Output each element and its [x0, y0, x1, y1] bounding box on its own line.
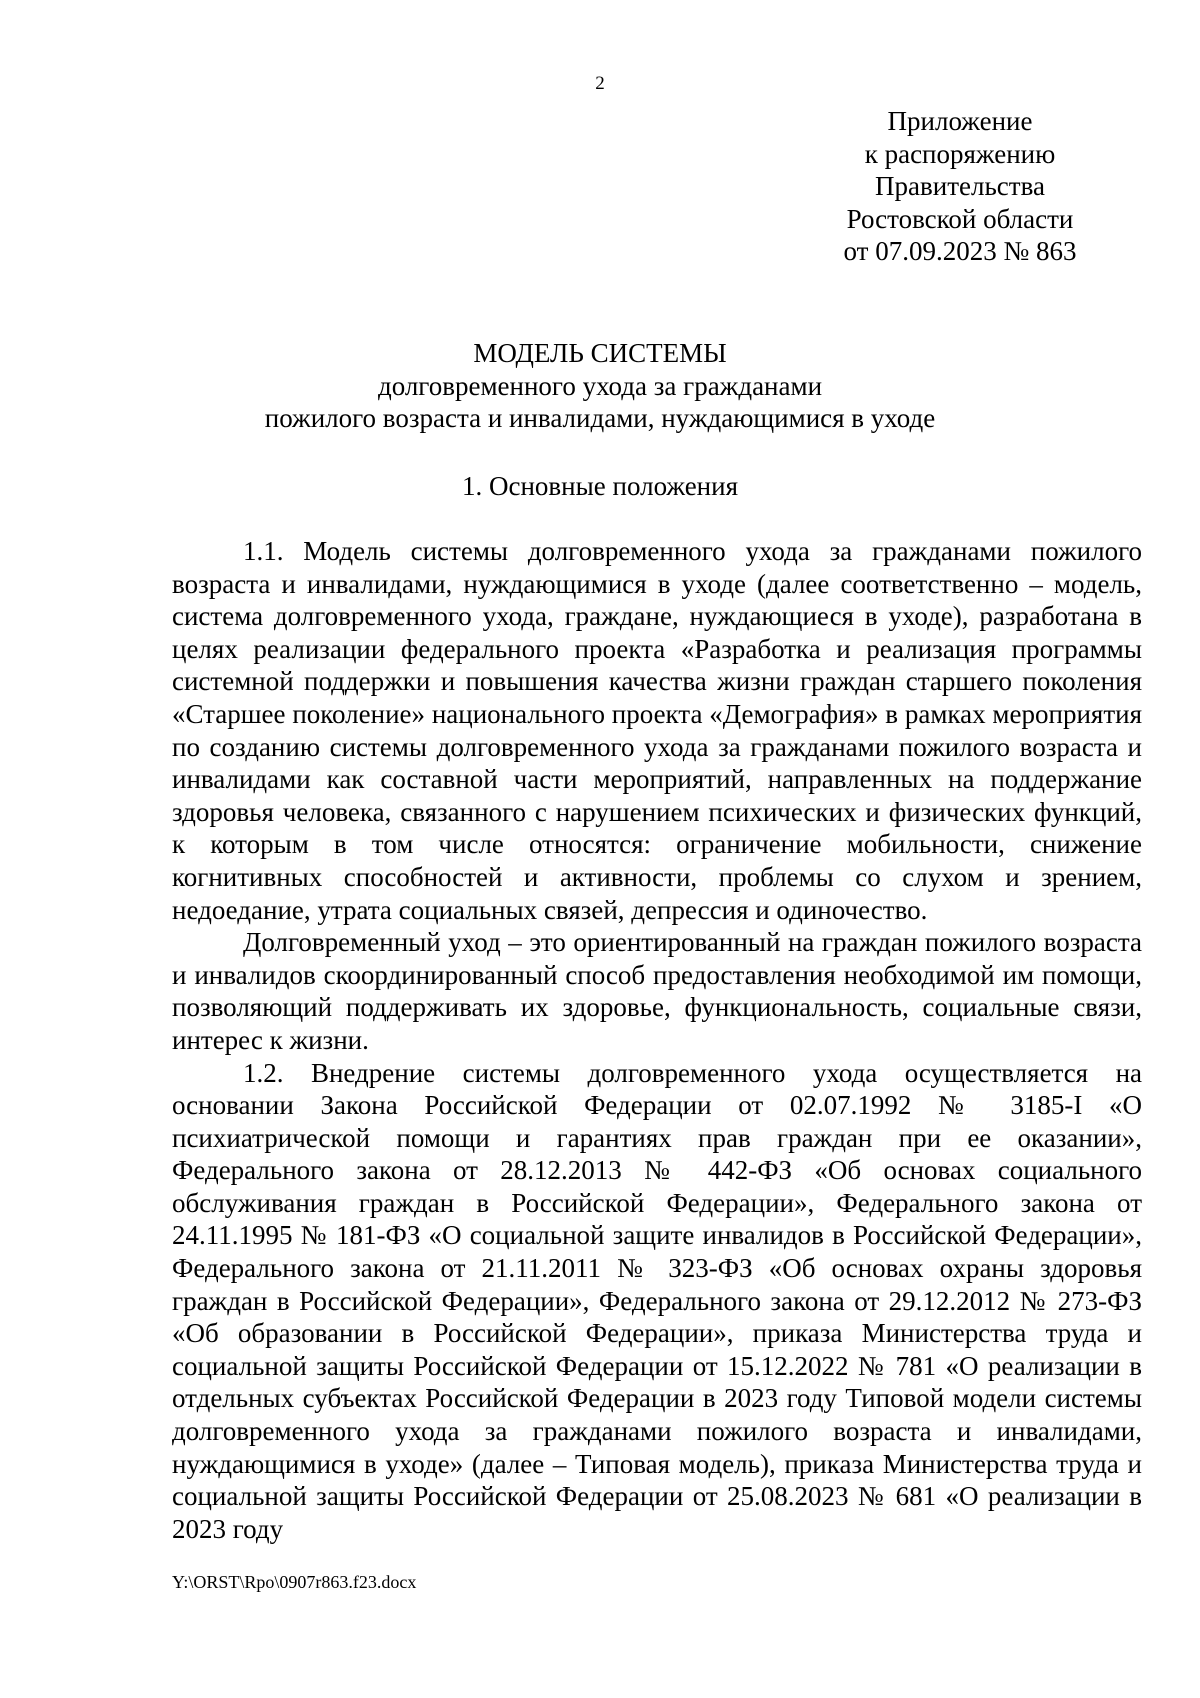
- appendix-line-3: Правительства: [875, 171, 1045, 201]
- paragraph-1-2: 1.2. Внедрение системы долговременного ухода осуществляется на основании Закона Российской Федерации от 02.07.1992 № 3185-I «О психиатрической помощи и гарантиях прав граждан при ее оказании», Федерального закона от 28.12.2013 № 442-ФЗ «Об основах социального обслуживания граждан в Российской Федерации», Федерального закона от 24.11.1995 № 181-ФЗ «О социальной защите инвалидов в Российской Федерации», Федерального закона от 21.11.2011 № 323-ФЗ «Об основах охраны здоровья граждан в Российской Федерации», Федерального закона от 29.12.2012 № 273-ФЗ «Об образовании в Российской Федерации», приказа Министерства труда и социальной защиты Российской Федерации от 15.12.2022 № 781 «О реализации в отдельных субъектах Российской Федерации в 2023 году Типовой модели системы долговременного ухода за гражданами пожилого возраста и инвалидами, нуждающимися в уходе» (далее – Типовая модель), приказа Министерства труда и социальной защиты Российской Федерации от 25.08.2023 № 681 «О реализации в 2023 году: [172, 1057, 1142, 1544]
- title-line-1: МОДЕЛЬ СИСТЕМЫ: [473, 338, 727, 368]
- paragraph-1-1: 1.1. Модель системы долговременного ухода за гражданами пожилого возраста и инвалидами, нуждающимися в уходе (далее соответственно – модель, система долговременного ухода, граждане, нуждающиеся в уходе), разработана в целях реализации федерального проекта «Разработка и реализация программы системной поддержки и повышения качества жизни граждан старшего поколения «Старшее поколение» национального проекта «Демография» в рамках мероприятия по созданию системы долговременного ухода за гражданами пожилого возраста и инвалидами как составной части мероприятий, направленных на поддержание здоровья человека, связанного с нарушением психических и физических функций, к которым в том числе относятся: ограничение мобильности, снижение когнитивных способностей и активности, проблемы со слухом и зрением, недоедание, утрата социальных связей, депрессия и одиночество.: [172, 536, 1142, 925]
- appendix-line-1: Приложение: [887, 106, 1033, 136]
- footer-file-path: Y:\ORST\Rpo\0907r863.f23.docx: [172, 1572, 417, 1592]
- document-body: [172, 535, 1142, 1545]
- section-heading: 1. Основные положения: [462, 471, 738, 501]
- appendix-line-5: от 07.09.2023 № 863: [843, 236, 1077, 266]
- page-number: 2: [595, 73, 605, 94]
- paragraph-long-term-care-definition: Долговременный уход – это ориентированный на граждан пожилого возраста и инвалидов скоординированный способ предоставления необходимой им помощи, позволяющий поддерживать их здоровье, функциональность, социальные связи, интерес к жизни.: [172, 927, 1142, 1055]
- title-line-2: долговременного ухода за гражданами: [377, 370, 823, 401]
- appendix-line-4: Ростовской области: [846, 203, 1074, 234]
- appendix-block: [790, 105, 1130, 268]
- appendix-line-2: к распоряжению: [864, 138, 1056, 169]
- document-title: [0, 337, 1200, 435]
- title-line-3: пожилого возраста и инвалидами, нуждающимися в уходе: [264, 403, 936, 433]
